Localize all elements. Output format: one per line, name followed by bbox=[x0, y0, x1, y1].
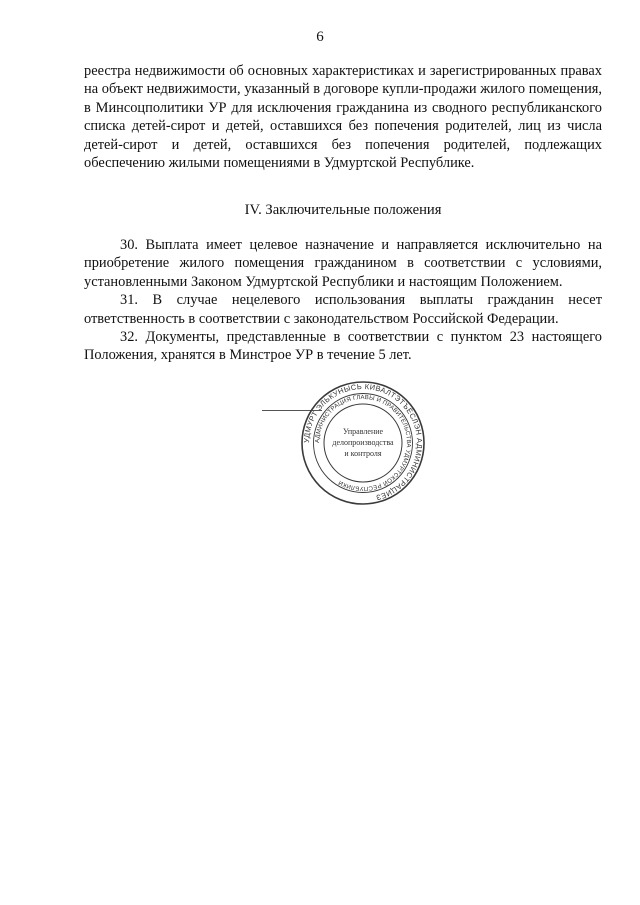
clause-30: 30. Выплата имеет целевое назначение и направляется исключительно на приобретение жилого помещения гражданином в соответствии с условиями, установленными Законом Удмуртской Республики и настоящим Положением. bbox=[84, 237, 602, 290]
stamp-center-line-3: и контроля bbox=[344, 449, 382, 458]
clause-31: 31. В случае нецелевого использования выплаты гражданин несет ответственность в соответствии с законодательством Российской Федерации. bbox=[84, 292, 602, 327]
official-stamp bbox=[300, 380, 426, 506]
continuation-paragraph bbox=[84, 62, 602, 172]
page-number: 6 bbox=[316, 29, 324, 45]
section-heading: IV. Заключительные положения bbox=[244, 202, 442, 218]
stamp-middle-text: АДМИНИСТРАЦИЯ ГЛАВЫ И ПРАВИТЕЛЬСТВА УДМУРТСКОЙ РЕСПУБЛИКИ bbox=[314, 394, 412, 492]
stamp-center-line-1: Управление bbox=[342, 427, 384, 436]
section-body bbox=[84, 236, 602, 365]
paragraph-text: реестра недвижимости об основных характеристиках и зарегистрированных правах на объект недвижимости, указанный в договоре купли-продажи жилого помещения, в Минсоцполитики УР для исключения гражданина из сводного республиканского списка детей-сирот и детей, оставшихся без попечения родителей, лиц из числа детей-сирот и детей, оставшихся без попечения родителей, подлежащих обеспечению жилыми помещениями в Удмуртской Республике. bbox=[84, 63, 602, 172]
stamp-center-line-2: делопроизводства bbox=[332, 438, 394, 447]
clause-32: 32. Документы, представленные в соответствии с пунктом 23 настоящего Положения, хранятся в Минстрое УР в течение 5 лет. bbox=[84, 329, 602, 364]
stamp-outer-text: УДМУРТ ЭЛЬКУНЫСЬ КИВАЛТЭТЪЁСЛЭН АДМИНИСТРАЦИЕЗ bbox=[301, 381, 425, 503]
